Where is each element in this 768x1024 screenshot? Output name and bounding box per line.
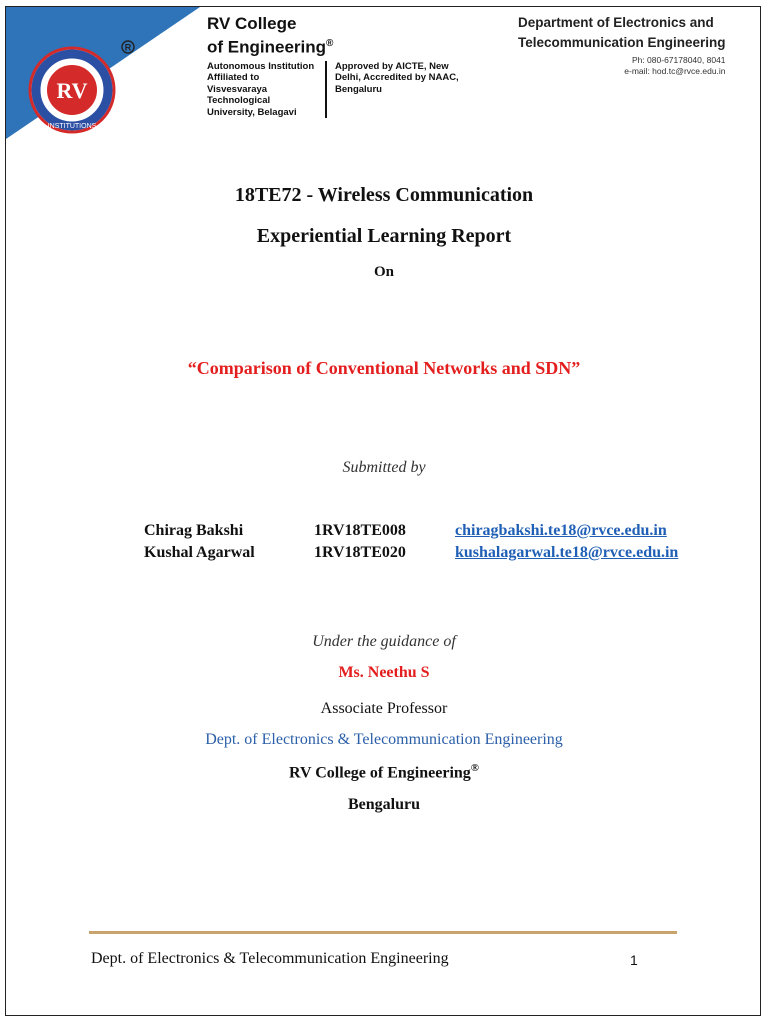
report-title: Experiential Learning Report (256, 225, 512, 247)
guide-name: Ms. Neethu S (338, 664, 430, 681)
student-name: Chirag Bakshi (144, 522, 244, 539)
department-name-line2: Telecommunication Engineering (518, 35, 726, 50)
college-affiliation: Autonomous Institution Affiliated to Visvesvaraya Technological University, Belagavi (207, 61, 327, 119)
department-phone: Ph: 080-67178040, 8041 (631, 55, 726, 65)
footer-rule (89, 931, 677, 934)
students-list (144, 520, 678, 564)
submitted-by-label: Submitted by (342, 459, 426, 476)
on-label: On (373, 264, 394, 280)
department-name-line1: Department of Electronics and (518, 15, 714, 30)
svg-text:R: R (124, 42, 132, 53)
guidance-label: Under the guidance of (312, 633, 456, 650)
college-approval: Approved by AICTE, New Delhi, Accredited by NAAC, Bengaluru (335, 60, 459, 95)
rv-logo (22, 38, 138, 138)
footer-department: Dept. of Electronics & Telecommunication Engineering (91, 950, 449, 967)
logo-text: RV (56, 78, 88, 103)
college-name-line1: RV College (207, 14, 297, 33)
registered-mark: ® (326, 38, 334, 49)
student-row (144, 542, 678, 564)
department-header (518, 13, 726, 77)
page-border (5, 6, 761, 1016)
college-name-line2: of Engineering (207, 37, 326, 57)
college-header (207, 14, 460, 118)
student-email-link[interactable]: kushalagarwal.te18@rvce.edu.in (455, 544, 679, 561)
department-email: e-mail: hod.tc@rvce.edu.in (624, 66, 726, 76)
course-title: 18TE72 - Wireless Communication (234, 184, 534, 206)
student-row (144, 520, 678, 542)
guide-designation: Associate Professor (320, 700, 448, 717)
student-usn: 1RV18TE020 (314, 544, 406, 561)
guide-college (0, 762, 768, 782)
guide-city: Bengaluru (347, 796, 420, 813)
page-number: 1 (630, 952, 638, 968)
report-topic: “Comparison of Conventional Networks and SDN” (187, 358, 581, 378)
logo-ring-text: INSTITUTIONS (47, 123, 97, 130)
student-usn: 1RV18TE008 (314, 522, 406, 539)
college-name (207, 14, 460, 58)
college-details (207, 61, 460, 119)
guide-college-name: RV College of Engineering (288, 764, 471, 782)
student-name: Kushal Agarwal (144, 544, 255, 561)
student-email-link[interactable]: chiragbakshi.te18@rvce.edu.in (455, 522, 667, 539)
registered-mark: ® (470, 762, 479, 774)
guide-department: Dept. of Electronics & Telecommunication Engineering (205, 731, 563, 748)
